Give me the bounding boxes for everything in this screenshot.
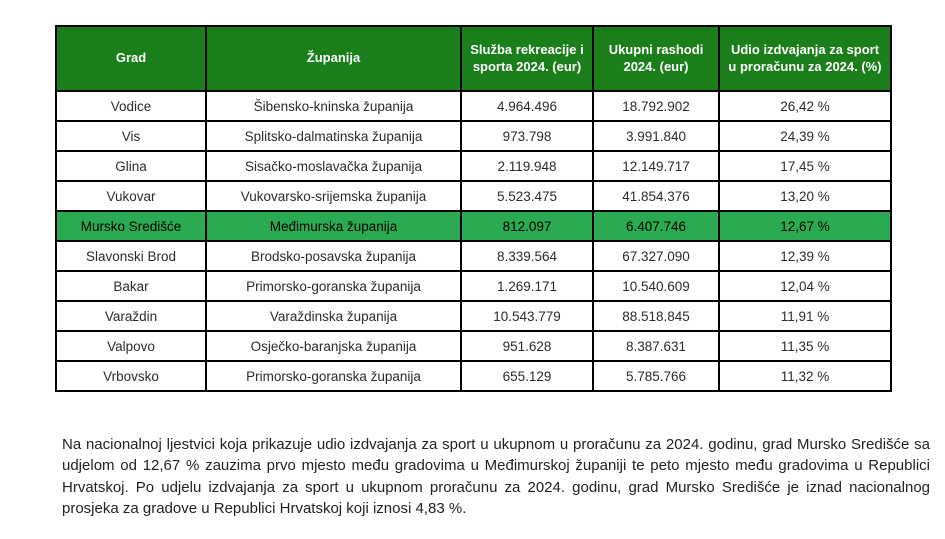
header-cell-udio: Udio izdvajanja za sport u proračunu za 2024. (%) — [719, 26, 891, 91]
table-row — [56, 271, 891, 301]
table-row — [56, 151, 891, 181]
cell-zupanija: Sisačko-moslavačka županija — [206, 151, 461, 181]
table-row — [56, 91, 891, 121]
cell-rashodi: 10.540.609 — [593, 271, 719, 301]
cell-udio: 17,45 % — [719, 151, 891, 181]
header-cell-rashodi: Ukupni rashodi 2024. (eur) — [593, 26, 719, 91]
table-header-row — [56, 26, 891, 91]
cell-zupanija: Primorsko-goranska županija — [206, 271, 461, 301]
cell-udio: 11,35 % — [719, 331, 891, 361]
cell-rashodi: 8.387.631 — [593, 331, 719, 361]
cell-sluzba: 10.543.779 — [461, 301, 593, 331]
cell-rashodi: 3.991.840 — [593, 121, 719, 151]
cell-grad: Bakar — [56, 271, 206, 301]
table-row-highlighted — [56, 211, 891, 241]
cell-sluzba: 8.339.564 — [461, 241, 593, 271]
cell-sluzba: 655.129 — [461, 361, 593, 391]
cell-zupanija: Primorsko-goranska županija — [206, 361, 461, 391]
cell-grad: Glina — [56, 151, 206, 181]
cell-sluzba: 5.523.475 — [461, 181, 593, 211]
cell-rashodi: 88.518.845 — [593, 301, 719, 331]
cell-zupanija: Brodsko-posavska županija — [206, 241, 461, 271]
cell-rashodi: 18.792.902 — [593, 91, 719, 121]
cell-udio: 12,04 % — [719, 271, 891, 301]
summary-note: Na nacionalnoj ljestvici koja prikazuje udio izdvajanja za sport u ukupnom u proračunu za 2024. godinu, grad Mursko Središće sa udjelom od 12,67 % zauzima prvo mjesto među gradovima u Međimurskoj županiji te peto mjesto među gradovima u Republici Hrvatskoj. Po udjelu izdvajanja za sport u ukupnom proračunu za 2024. godinu, grad Mursko Središće je iznad nacionalnog prosjeka za gradove u Republici Hrvatskoj koji iznosi 4,83 %. — [62, 436, 930, 518]
table-row — [56, 121, 891, 151]
cell-rashodi: 6.407.746 — [593, 211, 719, 241]
cell-udio: 11,91 % — [719, 301, 891, 331]
cell-zupanija: Međimurska županija — [206, 211, 461, 241]
sport-budget-table — [55, 25, 892, 392]
cell-grad: Mursko Središće — [56, 211, 206, 241]
cell-zupanija: Splitsko-dalmatinska županija — [206, 121, 461, 151]
cell-zupanija: Šibensko-kninska županija — [206, 91, 461, 121]
cell-grad: Vis — [56, 121, 206, 151]
cell-zupanija: Varaždinska županija — [206, 301, 461, 331]
header-cell-grad: Grad — [56, 26, 206, 91]
table-row — [56, 331, 891, 361]
cell-grad: Varaždin — [56, 301, 206, 331]
cell-zupanija: Osječko-baranjska županija — [206, 331, 461, 361]
cell-udio: 24,39 % — [719, 121, 891, 151]
cell-sluzba: 812.097 — [461, 211, 593, 241]
cell-sluzba: 951.628 — [461, 331, 593, 361]
cell-sluzba: 2.119.948 — [461, 151, 593, 181]
cell-grad: Vukovar — [56, 181, 206, 211]
cell-sluzba: 1.269.171 — [461, 271, 593, 301]
cell-rashodi: 67.327.090 — [593, 241, 719, 271]
cell-grad: Valpovo — [56, 331, 206, 361]
cell-udio: 11,32 % — [719, 361, 891, 391]
cell-zupanija: Vukovarsko-srijemska županija — [206, 181, 461, 211]
cell-grad: Slavonski Brod — [56, 241, 206, 271]
cell-udio: 12,67 % — [719, 211, 891, 241]
table-row — [56, 301, 891, 331]
cell-udio: 13,20 % — [719, 181, 891, 211]
cell-sluzba: 4.964.496 — [461, 91, 593, 121]
cell-grad: Vodice — [56, 91, 206, 121]
header-cell-sluzba: Služba rekreacije i sporta 2024. (eur) — [461, 26, 593, 91]
cell-rashodi: 41.854.376 — [593, 181, 719, 211]
cell-sluzba: 973.798 — [461, 121, 593, 151]
table-row — [56, 361, 891, 391]
cell-udio: 12,39 % — [719, 241, 891, 271]
table-row — [56, 241, 891, 271]
cell-rashodi: 5.785.766 — [593, 361, 719, 391]
cell-rashodi: 12.149.717 — [593, 151, 719, 181]
cell-grad: Vrbovsko — [56, 361, 206, 391]
header-cell-zupanija: Županija — [206, 26, 461, 91]
table-row — [56, 181, 891, 211]
cell-udio: 26,42 % — [719, 91, 891, 121]
